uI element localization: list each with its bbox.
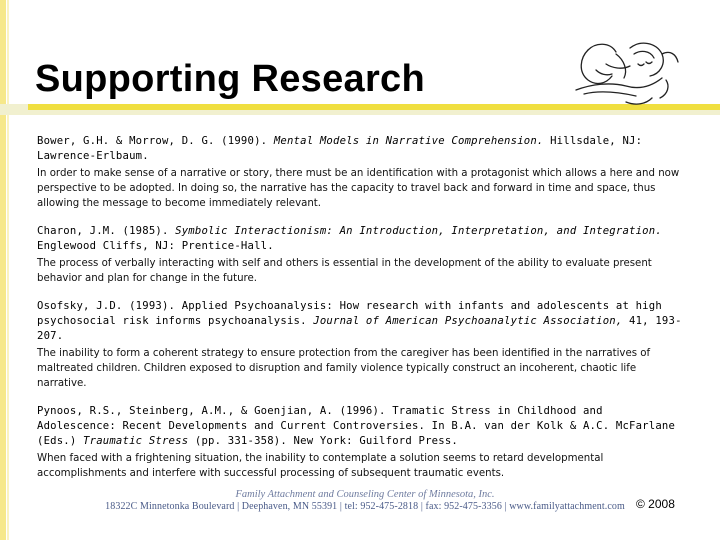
mother-child-sketch-icon [566, 20, 686, 112]
reference-list [37, 134, 685, 494]
summary: The inability to form a coherent strategy to ensure protection from the caregiver has been identified in the narratives of maltreated children. Children exposed to disruption and family violence typically construct an incoherent, chaotic life narrative. [37, 348, 651, 389]
citation: Charon, J.M. (1985). Symbolic Interactionism: An Introduction, Interpretation, and Integration. Englewood Cliffs, NJ: Prentice-Hall. [37, 225, 662, 252]
page-title: Supporting Research [35, 58, 425, 100]
summary: In order to make sense of a narrative or story, there must be an identification with a protagonist which allows a here and now perspective to be adopted. In doing so, the narrative has the capacity to travel back and forward in time and space, thus allowing the message to become immediately relevant. [37, 168, 680, 209]
left-accent-bar-inner [7, 0, 9, 540]
citation: Pynoos, R.S., Steinberg, A.M., & Goenjian, A. (1996). Tramatic Stress in Childhood and Adolescence: Recent Developments and Current Controversies. In B.A. van der Kolk & A.C. McFarlane (Eds.) Traumatic Stress (pp. 331-358). New York: Guilford Press. [37, 405, 676, 447]
summary: The process of verbally interacting with self and others is essential in the development of the ability to evaluate present behavior and plan for change in the future. [37, 258, 652, 284]
left-accent-bar [0, 0, 6, 540]
reference-entry [37, 224, 685, 286]
reference-entry [37, 299, 685, 391]
citation: Bower, G.H. & Morrow, D. G. (1990). Mental Models in Narrative Comprehension. Hillsdale, NJ: Lawrence-Erlbaum. [37, 135, 643, 162]
footer-address: 18322C Minnetonka Boulevard | Deephaven, MN 55391 | tel: 952-475-2818 | fax: 952-475-3356 | www.familyattachment.com [105, 501, 625, 512]
copyright-notice: © 2008 [636, 497, 675, 511]
citation: Osofsky, J.D. (1993). Applied Psychoanalysis: How research with infants and adolescents at high psychosocial risk informs psychoanalysis. Journal of American Psychoanalytic Association, 41, 193-207. [37, 300, 682, 342]
reference-entry [37, 404, 685, 481]
reference-entry [37, 134, 685, 211]
summary: When faced with a frightening situation, the inability to contemplate a solution seems to retard developmental accomplishments and interfere with successful processing of subsequent traumatic events. [37, 453, 604, 479]
footer-org-name: Family Attachment and Counseling Center of Minnesota, Inc. [235, 489, 495, 500]
footer [95, 490, 635, 513]
